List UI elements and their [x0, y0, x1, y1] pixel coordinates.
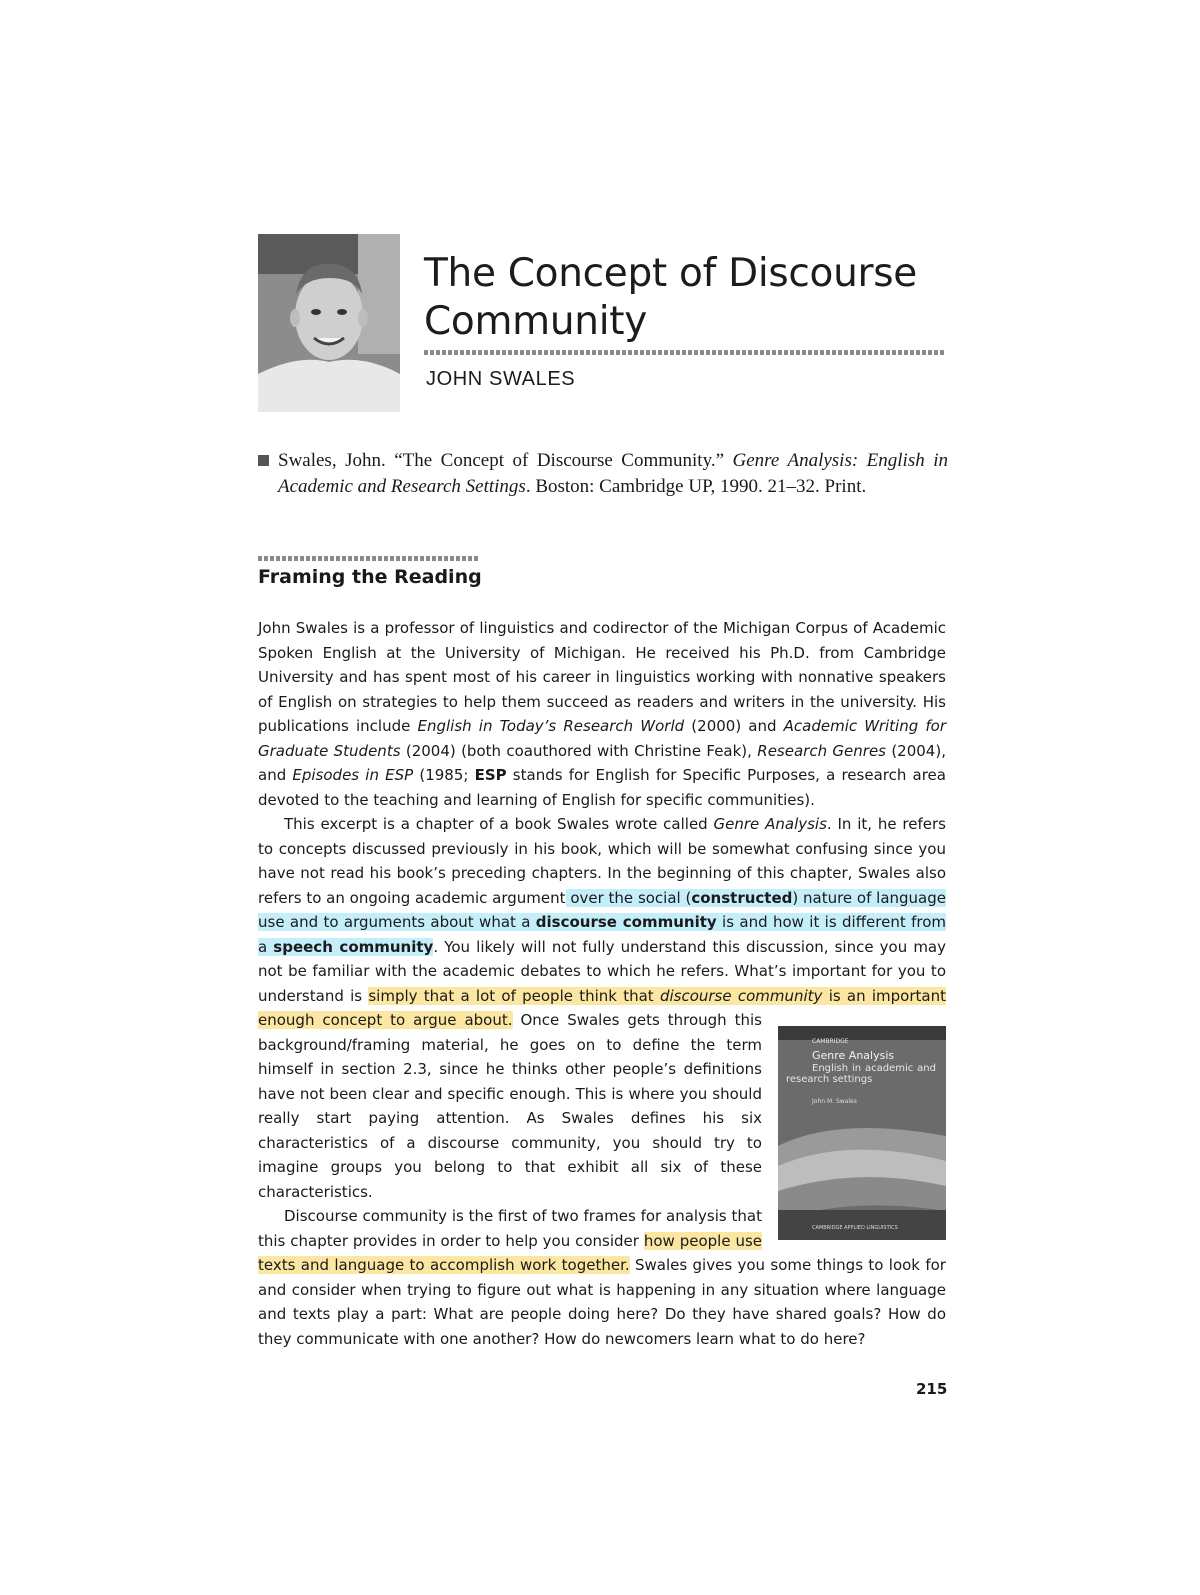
- book-title: Academic Writing for Graduate Students: [258, 717, 946, 760]
- body-text: [258, 616, 946, 1351]
- author-portrait-image: [258, 234, 400, 412]
- text-run: (2004), and: [258, 741, 946, 784]
- citation-book-title: Genre Analysis: English in Academic and Research Settings: [278, 450, 948, 497]
- square-bullet-icon: [258, 455, 269, 466]
- bold-term: constructed: [691, 888, 793, 907]
- text-run: (1985;: [413, 766, 475, 784]
- book-title: Genre Analysis: [713, 815, 827, 833]
- cover-subtitle: English in academic and research settings: [786, 1063, 936, 1085]
- text-run: ) nature of language use and to arguments about what a: [258, 888, 947, 931]
- paragraph-1: [258, 616, 946, 812]
- book-cover-image: [778, 1026, 946, 1240]
- cover-author: John M. Swales: [812, 1098, 857, 1105]
- text-run: John Swales is a professor of linguistics and codirector of the Michigan Corpus of Academic Spoken English at the University of Michigan. He received his Ph.D. from Cambridge University and has spent most of his career in linguistics working with nonnative speakers of English on strategies to help them succeed as readers and writers in the university. His publications include: [258, 619, 946, 735]
- italic-term: discourse community: [659, 986, 823, 1005]
- author-photo: [258, 234, 400, 412]
- citation: [258, 448, 948, 500]
- text-run: stands for English for Specific Purposes, a research area devoted to the teaching and learning of English for specific communities).: [258, 766, 946, 809]
- highlight-yellow: how people use texts and language to accomplish work together.: [258, 1231, 762, 1274]
- text-run: This excerpt is a chapter of a book Swales wrote called: [284, 815, 714, 833]
- page-number: 215: [916, 1380, 948, 1398]
- citation-text: [278, 448, 948, 500]
- bold-term: ESP: [474, 766, 507, 784]
- text-run: Discourse community is the first of two frames for analysis that this chapter provides in order to help you consider: [258, 1207, 762, 1250]
- text-run: . You likely will not fully understand this discussion, since you may not be familiar with the academic debates to which he refers. What’s important for you to understand is: [258, 937, 946, 1005]
- bold-term: speech community: [273, 937, 434, 956]
- book-title: Episodes in ESP: [292, 766, 414, 784]
- cover-publisher: CAMBRIDGE: [812, 1038, 849, 1045]
- section-divider: [258, 556, 480, 561]
- author-name: JOHN SWALES: [426, 368, 576, 390]
- page-title: The Concept of Discourse Community: [424, 251, 917, 344]
- text-run: is an important enough concept to argue about.: [258, 986, 946, 1029]
- section-title: Framing the Reading: [258, 566, 482, 588]
- text-run: is and how it is different from a: [258, 913, 946, 956]
- text-run: (2004) (both coauthored with Christine Feak),: [400, 741, 758, 760]
- text-run: over the social (: [565, 888, 692, 907]
- bold-term: discourse community: [535, 913, 717, 931]
- citation-part: . Boston: Cambridge UP, 1990. 21–32. Print.: [525, 476, 867, 497]
- text-run: (2000) and: [684, 717, 784, 735]
- book-title: English in Today’s Research World: [417, 717, 685, 735]
- text-run: . In it, he refers to concepts discussed previously in his book, which will be somewhat confusing since you have not read his book’s preceding chapters. In the beginning of this chapter, Swales also refers to an ongoing academic argument: [258, 815, 946, 907]
- title-divider: [424, 350, 946, 355]
- text-run: Swales gives you some things to look for and consider when trying to figure out what is happening in any situation where language and texts play a part: What are people doing here? Do they have shared goals? How do they communicate with one another? How do newcomers learn what to do here?: [258, 1256, 946, 1348]
- text-run: simply that a lot of people think that: [368, 986, 660, 1005]
- text-run: Once Swales gets through this background/framing material, he goes on to define the term himself in section 2.3, since he thinks other people’s definitions have not been clear and specific enough. This is where you should really start paying attention. As Swales defines his six characteristics of a discourse community, you should try to imagine groups you belong to that exhibit all six of these characteristics.: [258, 1011, 762, 1201]
- citation-part: Swales, John. “The Concept of Discourse Community.”: [278, 450, 733, 471]
- cover-series: CAMBRIDGE APPLIED LINGUISTICS: [812, 1225, 898, 1231]
- book-title: Research Genres: [757, 741, 886, 760]
- cover-title: Genre Analysis: [812, 1049, 895, 1062]
